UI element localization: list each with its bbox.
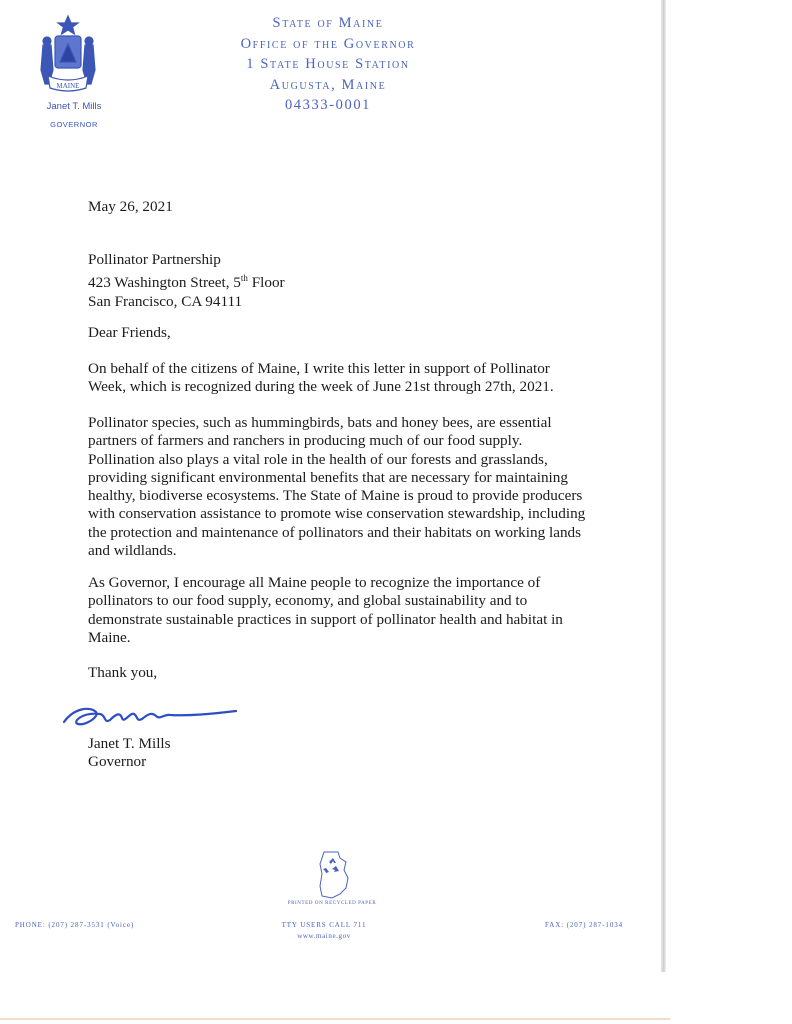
recycled-paper-note: PRINTED ON RECYCLED PAPER [287, 901, 377, 906]
recipient-street-main: 423 Washington Street, 5 [88, 274, 241, 292]
paragraph-text: On behalf of the citizens of Maine, I write this letter in support of Pollinator Week, which is recognized during the week of June 21st through 27th, 2021. [88, 360, 554, 396]
footer-phone: PHONE: (207) 287-3531 (Voice) [15, 921, 135, 929]
letterhead [200, 13, 456, 116]
footer-website: www.maine.gov [297, 932, 351, 940]
maine-state-seal-icon [38, 14, 98, 100]
recipient-org: Pollinator Partnership [88, 251, 221, 268]
footer-tty: TTY USERS CALL 711 [281, 921, 367, 929]
recycle-maine-icon [312, 848, 352, 900]
governor-name-header: Janet T. Mills [46, 101, 102, 112]
recipient-city: San Francisco, CA 94111 [88, 292, 243, 310]
signer-block [88, 735, 588, 772]
letterhead-line-street: 1 State House Station [246, 56, 410, 72]
signer-title: Governor [88, 753, 147, 771]
paragraph-text: Pollinator species, such as hummingbirds, bats and honey bees, are essential partners of farmers and ranchers in producing much of our food supply. Pollination also plays a vital role in the health of our forests and grasslands, providing significant environmental benefits that are necessary for maintaining healthy, biodiverse ecosystems. The State of Maine is proud to provide producers with conservation assistance to promote wise conservation stewardship, including the protection and maintenance of pollinators and their habitats on working lands and wildlands. [88, 414, 586, 560]
governor-title-header: GOVERNOR [50, 120, 98, 129]
handwritten-signature-icon [60, 700, 240, 730]
letterhead-line-state: State of Maine [272, 15, 384, 31]
date-text: May 26, 2021 [88, 198, 173, 215]
letterhead-line-city: Augusta, Maine [269, 76, 387, 93]
letterhead-line-zip: 04333-0001 [284, 97, 372, 113]
recipient-street-end: Floor [247, 274, 285, 292]
letter-paragraph-1 [88, 360, 588, 397]
letter-date [88, 198, 588, 216]
letter-paragraph-2 [88, 414, 588, 560]
recipient-address [88, 251, 588, 311]
closing [88, 664, 588, 682]
recipient-street-sup: th [240, 273, 248, 284]
salutation-text: Dear Friends, [88, 324, 171, 341]
page-bottom-edge [0, 1018, 670, 1020]
salutation [88, 324, 588, 342]
closing-text: Thank you, [88, 664, 158, 681]
seal-banner-text: MAINE [56, 82, 80, 90]
paragraph-text: As Governor, I encourage all Maine people to recognize the importance of pollinators to our food supply, economy, and global sustainability and to demonstrate sustainable practices in support of pollinator health and habitat in Maine. [88, 574, 563, 646]
recipient-street [88, 269, 588, 292]
page-edge-shadow [661, 0, 666, 972]
footer-fax: FAX: (207) 287-1034 [545, 921, 624, 929]
letter-paragraph-3 [88, 574, 588, 647]
signer-name: Janet T. Mills [88, 735, 171, 752]
letterhead-line-office: Office of the Governor [240, 35, 416, 52]
